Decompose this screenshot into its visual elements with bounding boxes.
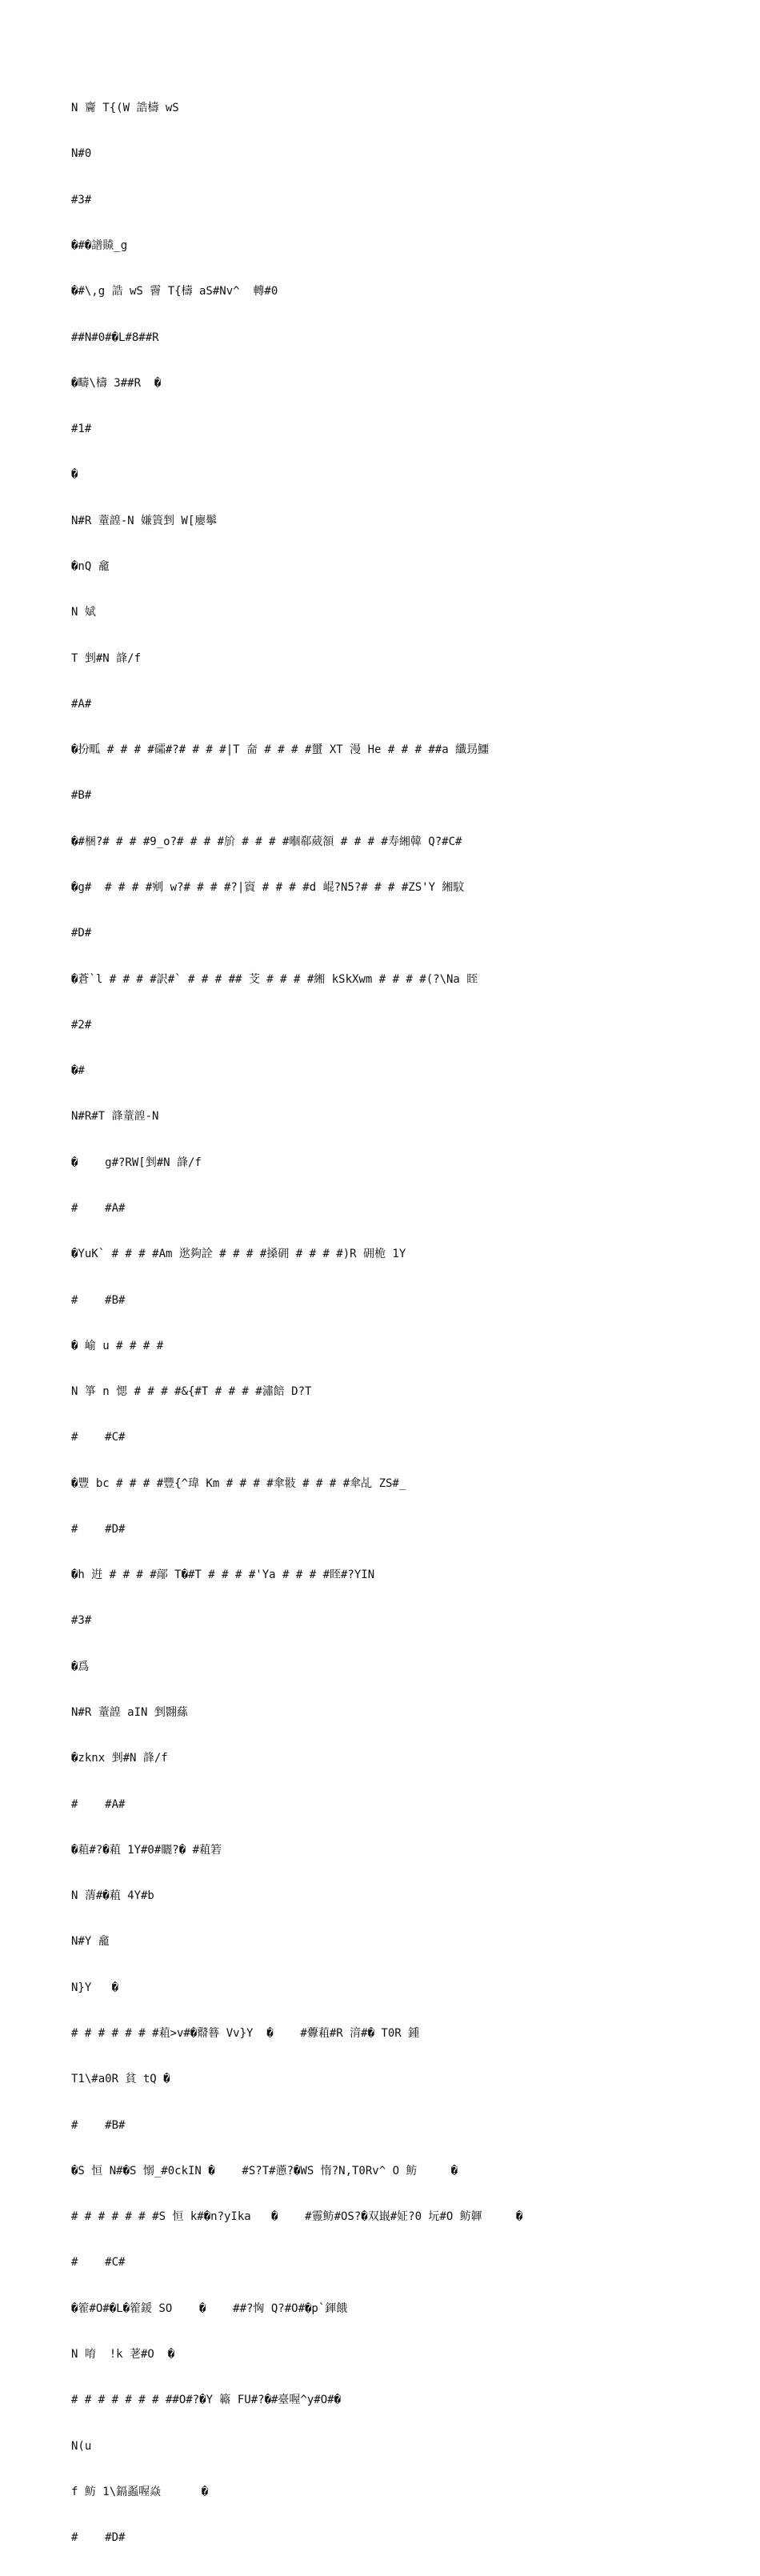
text-line: �蒩#?�蒩 1Y#0#矖?� #蒩箬: [71, 1843, 222, 1857]
document-text: [71, 70, 743, 2576]
text-line: N#0: [71, 147, 92, 161]
text-line: �S 恒 N#�S 愵_#0ckIN � #S?T#懣?�WS 惰?N,T0Rv^ O 鲂 �: [71, 2164, 458, 2177]
text-line: N(u: [71, 2439, 92, 2453]
text-line: � 崳 u # # # #: [71, 1339, 164, 1352]
text-line: N 唷 !k 荖#O �: [71, 2347, 175, 2361]
text-line: �疇\檮 3##R �: [71, 376, 162, 390]
text-line: # # # # # # #S 恒 k#�n?yIka � #霻鲂#OS?�双嶯#姃?0 坃#O 鲂韗 �: [71, 2210, 523, 2224]
text-line: # #C#: [71, 2256, 126, 2270]
text-line: �#梱?# # # #9_o?# # # #斺 # # # #嗰郗葳頟 # # # #寿緗韓 Q?#C#: [71, 835, 462, 848]
text-line: #A#: [71, 697, 92, 711]
text-line: #2#: [71, 1018, 92, 1032]
text-line: �扮畖 # # # #礵#?# # # #|T 奤 # # # #蠒 XT 漫 He # # # ##a 纖昮鱷: [71, 743, 490, 757]
text-line: T1\#a0R 貧 tQ �: [71, 2073, 170, 2086]
text-line: N}Y �: [71, 1981, 119, 1994]
text-line: �g# # # # #剜 w?# # # #?|賨 # # # #d 崐?N5?# # # #ZS'Y 緗馼: [71, 880, 465, 894]
text-line: �nQ 龕: [71, 560, 110, 573]
text-line: N#R#T 韸蕫韹-N: [71, 1110, 159, 1124]
text-line: N 娬: [71, 606, 96, 619]
text-line: N#R 蕫韹-N 嫌篢剉 W[廮鬡: [71, 514, 218, 527]
text-line: #3#: [71, 1614, 92, 1628]
text-line: #1#: [71, 423, 92, 436]
text-line: # #D#: [71, 1522, 126, 1536]
text-line: N#R 蕫韹 aIN 剉翾蕬: [71, 1706, 188, 1720]
text-line: �#: [71, 1064, 85, 1078]
text-line: ##N#0#�L#8##R: [71, 331, 159, 344]
text-line: N 齎 T{(W 誥檮 wS: [71, 102, 179, 115]
text-line: N 箏 n 愢 # # # #&{#T # # # #潚餢 D?T: [71, 1385, 312, 1399]
text-line: f 鲂 1\鎘蟸喔焱 �: [71, 2485, 209, 2498]
text-line: �爲: [71, 1660, 90, 1673]
text-line: # #B#: [71, 1293, 126, 1307]
text-line: # #B#: [71, 2118, 126, 2132]
text-line: # #A#: [71, 1797, 126, 1811]
text-line: �h 逬 # # # #鄗 T�#T # # # #'Ya # # # #眰#?YIN: [71, 1568, 375, 1582]
text-line: �#�譜贆_g: [71, 239, 128, 253]
text-line: # # # # # # #蒩>v#�鼘簮 Vv}Y � #虋蒩#R 湇#� T0R 鍾: [71, 2027, 420, 2040]
text-line: �豐 bc # # # #豐{^瑋 Km # # # #傘翄 # # # #傘乩 ZS#_: [71, 1476, 406, 1490]
text-line: �: [71, 468, 78, 482]
text-line: N#Y 龕: [71, 1935, 110, 1949]
text-line: �#\,g 誥 wS 霫 T{檮 aS#Nv^ 轉#0: [71, 285, 278, 298]
text-line: �篧#O#�L�篧鍰 SO � ##?恟 Q?#O#�p`鍕餓: [71, 2302, 348, 2315]
text-line: # #D#: [71, 2531, 126, 2545]
text-line: �zknx 剉#N 韸/f: [71, 1752, 168, 1765]
text-line: �YuK` # # # #Am 逖夠詮 # # # #搡砽 # # # #)R 砽桅 1Y: [71, 1248, 406, 1261]
text-line: � g#?RW[剉#N 韸/f: [71, 1156, 202, 1169]
text-line: # #C#: [71, 1431, 126, 1444]
text-line: N 蔳#�蒩 4Y#b: [71, 1889, 154, 1903]
text-line: #B#: [71, 789, 92, 803]
text-line: T 剉#N 韸/f: [71, 651, 142, 665]
text-line: #D#: [71, 927, 92, 940]
text-line: �蒼`l # # # #訳#` # # # ## 芠 # # # #緗 kSkXwm # # # #(?\Na 眰: [71, 972, 478, 986]
text-line: # #A#: [71, 1201, 126, 1215]
text-line: # # # # # # # ##O#?�Y 簵 FU#?�#臺喔^y#O#�: [71, 2394, 342, 2407]
text-line: #3#: [71, 193, 92, 206]
